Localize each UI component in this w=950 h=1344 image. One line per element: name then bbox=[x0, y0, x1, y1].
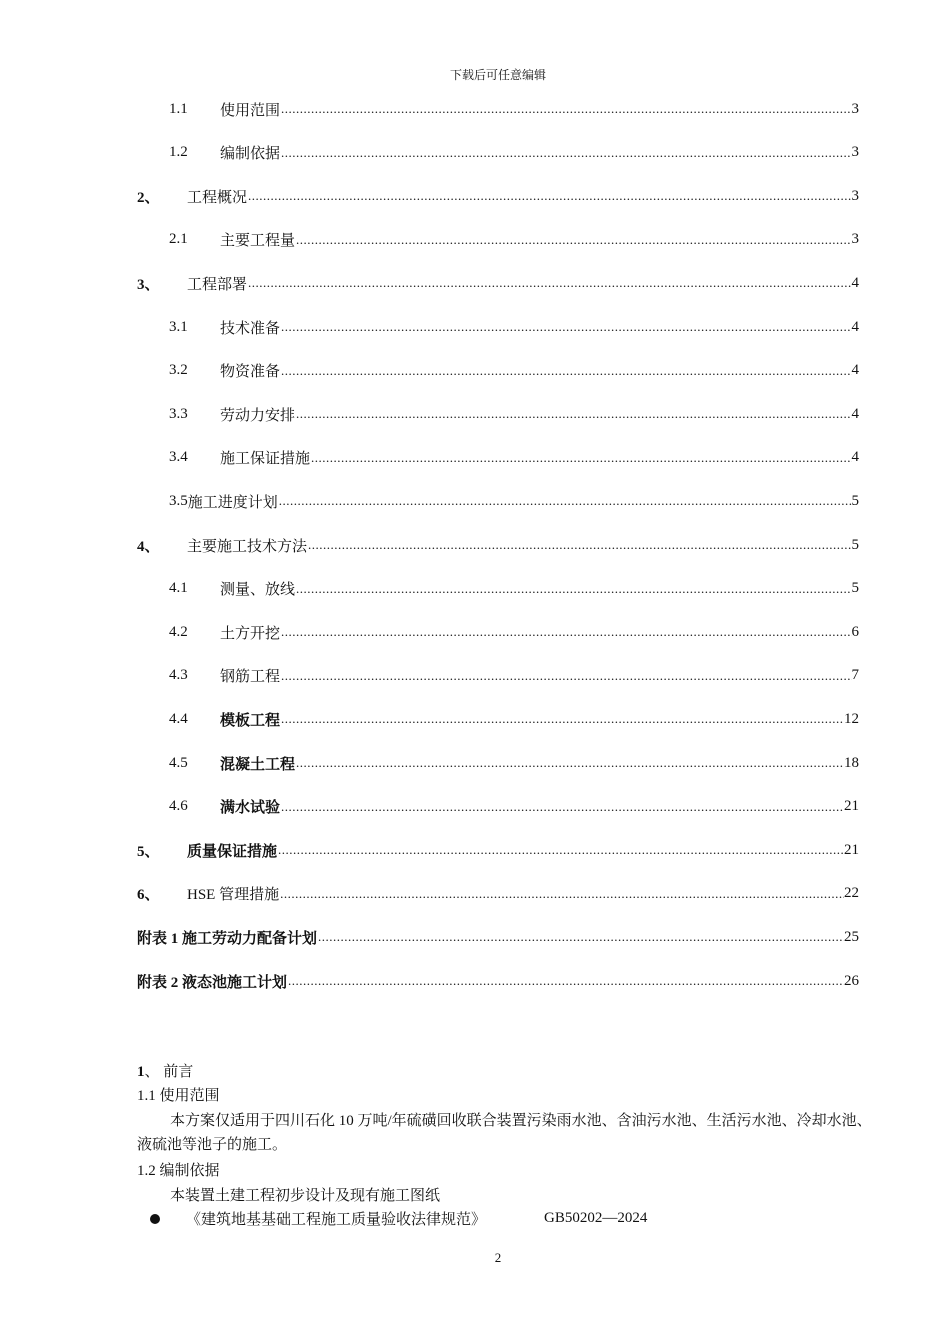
toc-entry[interactable] bbox=[137, 838, 859, 862]
toc-entry-page: 3 bbox=[851, 187, 859, 204]
toc-entry-page: 4 bbox=[851, 362, 859, 379]
toc-entry-number: 4.1 bbox=[169, 580, 188, 597]
toc-entry-title: 施工保证措施 bbox=[220, 451, 311, 468]
paragraph-1-2: 本装置土建工程初步设计及现有施工图纸 bbox=[170, 1188, 441, 1204]
toc-dot-leader bbox=[281, 101, 851, 121]
toc-entry[interactable] bbox=[169, 664, 859, 688]
toc-dot-leader bbox=[281, 668, 851, 688]
toc-entry-number: 1.1 bbox=[169, 100, 188, 117]
toc-entry-page: 25 bbox=[844, 928, 859, 945]
toc-entry-number: 3.4 bbox=[169, 449, 188, 466]
toc-entry-page: 26 bbox=[844, 972, 859, 989]
toc-entry-number: 3.2 bbox=[169, 362, 188, 379]
toc-entry[interactable] bbox=[169, 228, 859, 252]
subsection-1-1-heading: 1.1 使用范围 bbox=[137, 1088, 220, 1104]
toc-entry-number: 4.5 bbox=[169, 754, 188, 771]
toc-entry[interactable] bbox=[169, 446, 859, 470]
section-number: 1 bbox=[137, 1064, 145, 1080]
toc-entry[interactable] bbox=[169, 620, 859, 644]
toc-entry[interactable] bbox=[169, 707, 859, 731]
toc-entry-page: 4 bbox=[851, 449, 859, 466]
toc-dot-leader bbox=[281, 319, 851, 339]
toc-entry-title: 附表 1 施工劳动力配备计划 bbox=[137, 930, 318, 947]
toc-entry[interactable] bbox=[169, 402, 859, 426]
toc-entry-number: 6、 bbox=[137, 887, 160, 904]
subsection-1-2-heading: 1.2 编制依据 bbox=[137, 1163, 220, 1179]
toc-entry[interactable] bbox=[169, 315, 859, 339]
toc-entry-title: 物资准备 bbox=[220, 364, 281, 381]
toc-entry-title: 土方开挖 bbox=[220, 625, 281, 642]
toc-entry-title: 主要施工技术方法 bbox=[187, 538, 308, 555]
toc-entry-number: 1.2 bbox=[169, 144, 188, 161]
toc-entry-title: 工程部署 bbox=[187, 276, 248, 293]
toc-dot-leader bbox=[281, 624, 851, 644]
toc-entry[interactable] bbox=[137, 882, 859, 906]
toc-entry-number: 2.1 bbox=[169, 231, 188, 248]
section-1-heading bbox=[137, 1060, 877, 1084]
toc-entry-page: 18 bbox=[844, 754, 859, 771]
toc-entry-title: 技术准备 bbox=[220, 320, 281, 337]
toc-entry-number: 4、 bbox=[137, 538, 160, 555]
toc-entry-number: 4.2 bbox=[169, 623, 188, 640]
toc-entry-page: 5 bbox=[851, 492, 859, 509]
toc-entry[interactable] bbox=[137, 925, 859, 949]
toc-entry-number: 3.3 bbox=[169, 405, 188, 422]
toc-entry-number: 2、 bbox=[137, 189, 160, 206]
toc-dot-leader bbox=[279, 493, 852, 513]
toc-entry-page: 12 bbox=[844, 710, 859, 727]
toc-dot-leader bbox=[281, 363, 851, 383]
toc-entry-title: 附表 2 液态池施工计划 bbox=[137, 974, 288, 991]
reference-title: 《建筑地基基础工程施工质量验收法律规范》 bbox=[186, 1212, 487, 1228]
toc-dot-leader bbox=[248, 188, 851, 208]
toc-entry[interactable] bbox=[169, 359, 859, 383]
toc-dot-leader bbox=[288, 973, 844, 993]
toc-entry-title: 混凝土工程 bbox=[220, 756, 296, 773]
toc-entry-title: 测量、放线 bbox=[220, 582, 296, 599]
toc-entry-title: 主要工程量 bbox=[220, 233, 296, 250]
toc-entry-title: 使用范围 bbox=[220, 102, 281, 119]
toc-entry-title: 工程概况 bbox=[187, 189, 248, 206]
toc-dot-leader bbox=[296, 232, 851, 252]
toc-entry[interactable] bbox=[169, 751, 859, 775]
page-number: 2 bbox=[494, 1250, 502, 1265]
paragraph-1-1: 本方案仅适用于四川石化 10 万吨/年硫磺回收联合装置污染雨水池、含油污水池、生活污水池、冷却水池、液硫池等池子的施工。 bbox=[137, 1113, 872, 1153]
toc-entry[interactable] bbox=[137, 184, 859, 208]
toc-entry-number: 3、 bbox=[137, 276, 160, 293]
bullet-icon bbox=[150, 1214, 160, 1224]
toc-entry[interactable] bbox=[169, 141, 859, 165]
toc-entry-page: 7 bbox=[851, 667, 859, 684]
toc-entry[interactable] bbox=[169, 577, 859, 601]
toc-entry-page: 4 bbox=[851, 405, 859, 422]
toc-entry-page: 21 bbox=[844, 798, 859, 815]
toc-dot-leader bbox=[278, 842, 844, 862]
toc-dot-leader bbox=[280, 886, 844, 906]
toc-entry-page: 21 bbox=[844, 841, 859, 858]
toc-dot-leader bbox=[311, 450, 851, 470]
toc-entry-title: HSE 管理措施 bbox=[187, 887, 280, 904]
toc-entry-number: 4.3 bbox=[169, 667, 188, 684]
toc-dot-leader bbox=[281, 711, 844, 731]
toc-entry-title: 质量保证措施 bbox=[187, 843, 278, 860]
toc-entry-page: 3 bbox=[851, 144, 859, 161]
toc-dot-leader bbox=[308, 537, 851, 557]
reference-list-item bbox=[150, 1208, 647, 1229]
toc-entry[interactable] bbox=[137, 969, 859, 993]
toc-entry-number: 3.1 bbox=[169, 318, 188, 335]
section-title: 、 前言 bbox=[144, 1064, 194, 1080]
toc-dot-leader bbox=[248, 275, 851, 295]
toc-dot-leader bbox=[296, 406, 851, 426]
toc-dot-leader bbox=[281, 145, 851, 165]
toc-entry-number: 3.5 bbox=[169, 492, 188, 509]
toc-entry-title: 模板工程 bbox=[220, 712, 281, 729]
toc-entry-title: 劳动力安排 bbox=[220, 407, 296, 424]
toc-entry[interactable] bbox=[169, 795, 859, 819]
toc-entry-page: 22 bbox=[844, 885, 859, 902]
toc-dot-leader bbox=[281, 799, 844, 819]
toc-entry-title: 施工进度计划 bbox=[187, 494, 278, 511]
toc-dot-leader bbox=[296, 581, 851, 601]
toc-entry-number: 5、 bbox=[137, 843, 160, 860]
toc-entry[interactable] bbox=[169, 97, 859, 121]
toc-entry-page: 4 bbox=[851, 274, 859, 291]
toc-entry-page: 4 bbox=[851, 318, 859, 335]
toc-entry-page: 3 bbox=[851, 231, 859, 248]
toc-entry-page: 3 bbox=[851, 100, 859, 117]
toc-entry[interactable] bbox=[137, 271, 859, 295]
toc-entry-number: 4.4 bbox=[169, 710, 188, 727]
toc-entry-page: 5 bbox=[851, 580, 859, 597]
toc-entry-title: 钢筋工程 bbox=[220, 669, 281, 686]
toc-dot-leader bbox=[318, 929, 844, 949]
toc-entry-number: 4.6 bbox=[169, 798, 188, 815]
toc-entry-page: 5 bbox=[851, 536, 859, 553]
reference-code: GB50202—2024 bbox=[544, 1210, 648, 1226]
toc-entry-title: 满水试验 bbox=[220, 800, 281, 817]
toc-entry-page: 6 bbox=[851, 623, 859, 640]
toc-entry-title: 编制依据 bbox=[220, 146, 281, 163]
toc-dot-leader bbox=[296, 755, 844, 775]
toc-entry[interactable] bbox=[169, 489, 859, 513]
header-note: 下载后可任意编辑 bbox=[449, 68, 546, 82]
toc-entry[interactable] bbox=[137, 533, 859, 557]
